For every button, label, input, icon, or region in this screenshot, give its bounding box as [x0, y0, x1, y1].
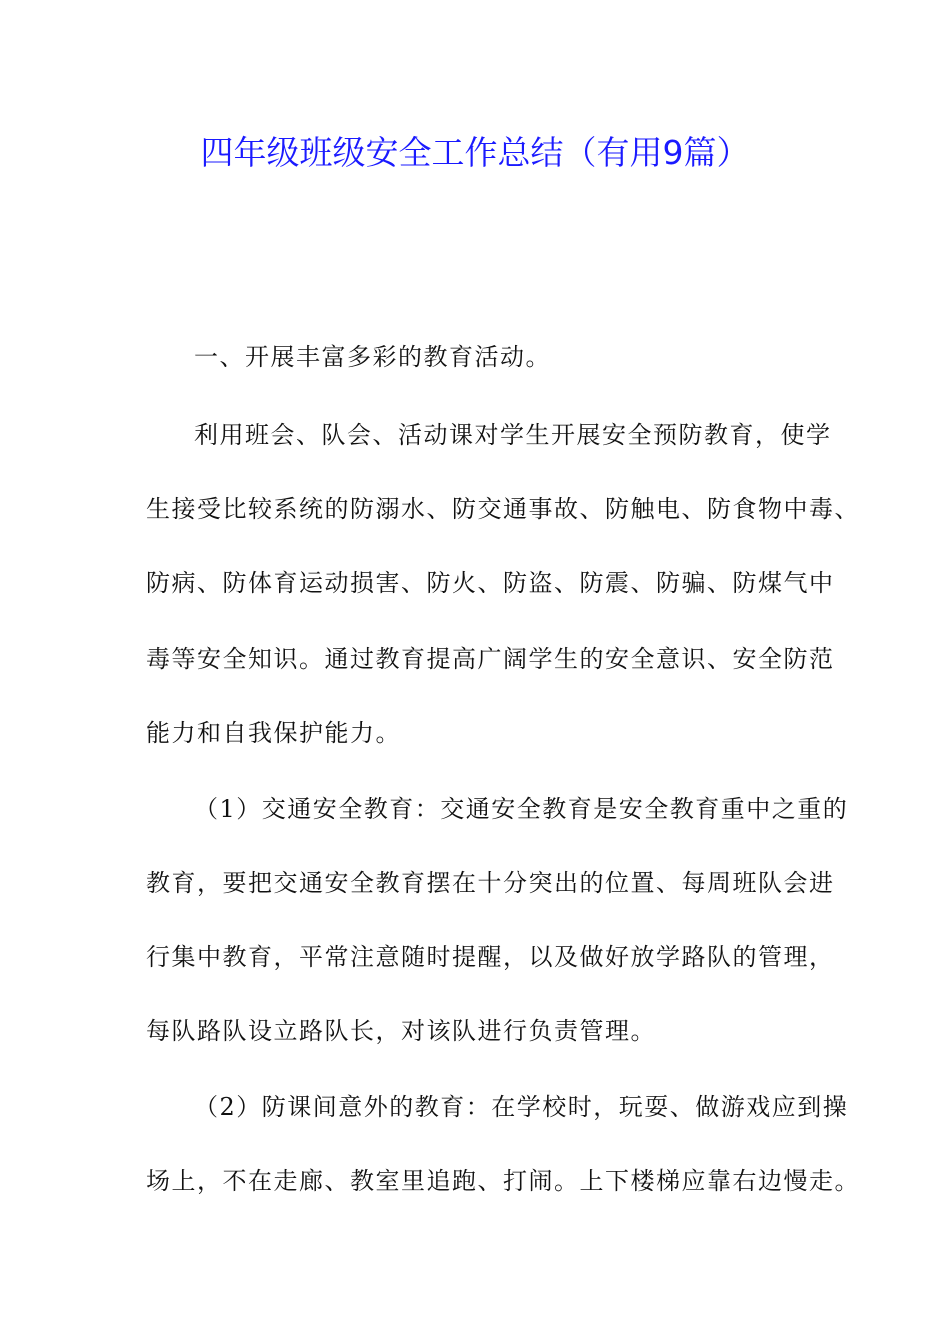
- paragraph-line: 生接受比较系统的防溺水、防交通事故、防触电、防食物中毒、: [146, 495, 860, 523]
- document-title: 四年级班级安全工作总结（有用9篇）: [200, 133, 750, 172]
- paragraph-line: 利用班会、队会、活动课对学生开展安全预防教育，使学: [194, 421, 832, 449]
- paragraph-line: （2）防课间意外的教育：在学校时，玩耍、做游戏应到操: [194, 1093, 849, 1121]
- paragraph-line: 每队路队设立路队长，对该队进行负责管理。: [146, 1017, 656, 1045]
- paragraph-line: 防病、防体育运动损害、防火、防盗、防震、防骗、防煤气中: [146, 569, 835, 597]
- paragraph-line: （1）交通安全教育：交通安全教育是安全教育重中之重的: [194, 795, 849, 823]
- paragraph-line: 能力和自我保护能力。: [146, 719, 401, 747]
- paragraph-line: 毒等安全知识。通过教育提高广阔学生的安全意识、安全防范: [146, 645, 835, 673]
- paragraph-line: 场上，不在走廊、教室里追跑、打闹。上下楼梯应靠右边慢走。: [146, 1167, 860, 1195]
- paragraph-line: 教育，要把交通安全教育摆在十分突出的位置、每周班队会进: [146, 869, 835, 897]
- section-heading: 一、开展丰富多彩的教育活动。: [194, 343, 551, 371]
- paragraph-line: 行集中教育，平常注意随时提醒，以及做好放学路队的管理，: [146, 943, 835, 971]
